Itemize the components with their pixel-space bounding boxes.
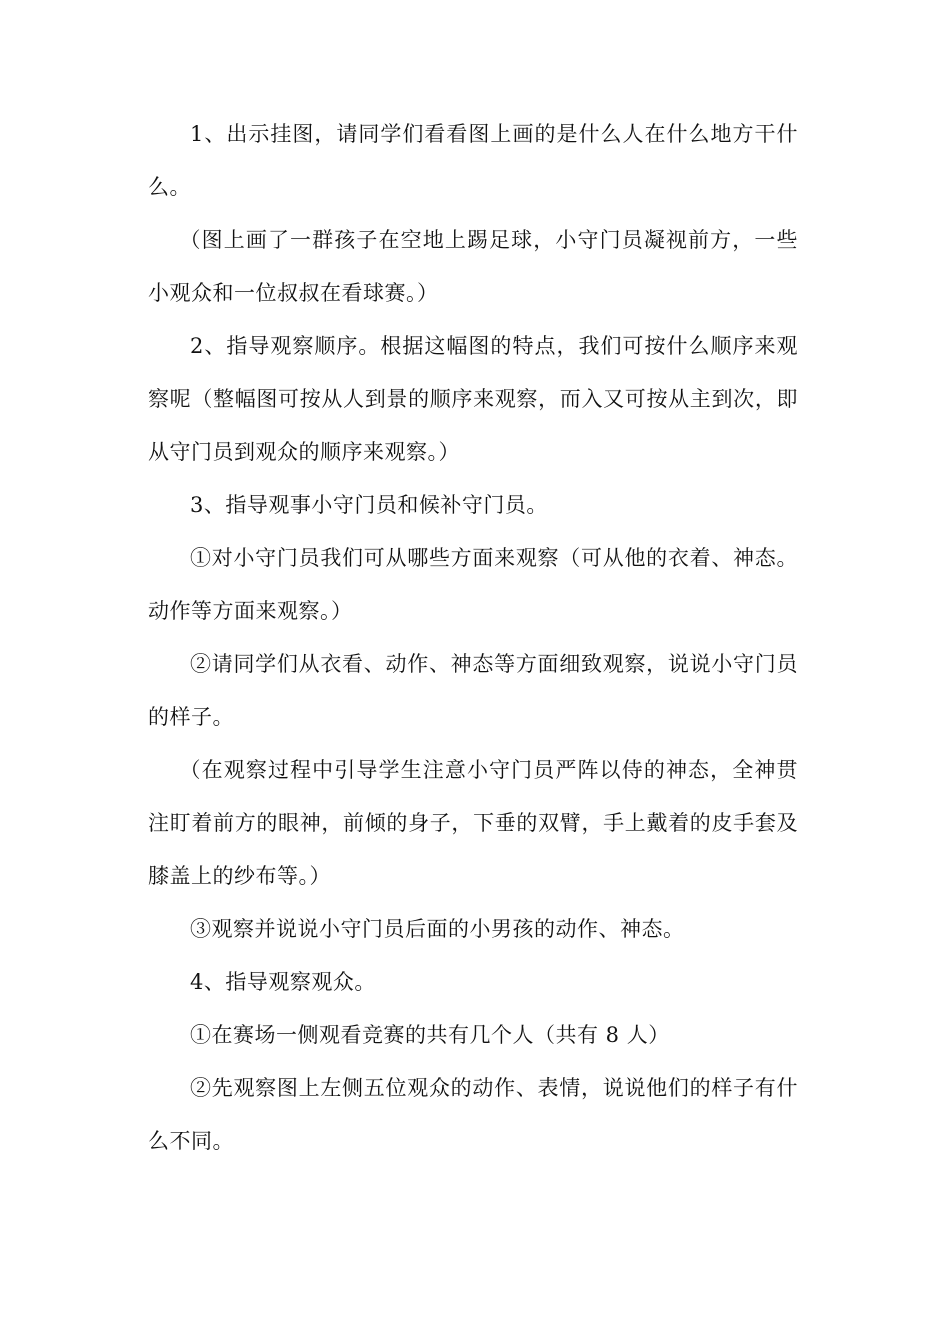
- paragraph-step-3-item-1: ①对小守门员我们可从哪些方面来观察（可从他的衣着、神态。动作等方面来观察。）: [148, 546, 798, 623]
- paragraph-answer-2: （在观察过程中引导学生注意小守门员严阵以侍的神态，全神贯注盯着前方的眼神，前倾的身子，下垂的双臂，手上戴着的皮手套及膝盖上的纱布等。）: [148, 758, 798, 888]
- document-page: [148, 108, 798, 1168]
- paragraph-step-4-item-2: ②先观察图上左侧五位观众的动作、表情，说说他们的样子有什么不同。: [148, 1076, 798, 1153]
- paragraph-step-3-item-2: ②请同学们从衣看、动作、神态等方面细致观察，说说小守门员的样子。: [148, 652, 798, 729]
- paragraph-step-4: 4、指导观察观众。: [190, 970, 376, 994]
- paragraph-step-3-item-3: ③观察并说说小守门员后面的小男孩的动作、神态。: [190, 917, 685, 941]
- paragraph-step-3: 3、指导观事小守门员和候补守门员。: [190, 493, 548, 517]
- paragraph-step-4-item-1: ①在赛场一侧观看竞赛的共有几个人（共有 8 人）: [190, 1023, 670, 1047]
- paragraph-step-1: 1、出示挂图，请同学们看看图上画的是什么人在什么地方干什么。: [148, 122, 798, 199]
- paragraph-step-2: 2、指导观察顺序。根据这幅图的特点，我们可按什么顺序来观察呢（整幅图可按从人到景的顺序来观察，而入又可按从主到次，即从守门员到观众的顺序来观察。）: [148, 334, 798, 464]
- paragraph-answer-1: （图上画了一群孩子在空地上踢足球，小守门员凝视前方，一些小观众和一位叔叔在看球赛。）: [148, 228, 798, 305]
